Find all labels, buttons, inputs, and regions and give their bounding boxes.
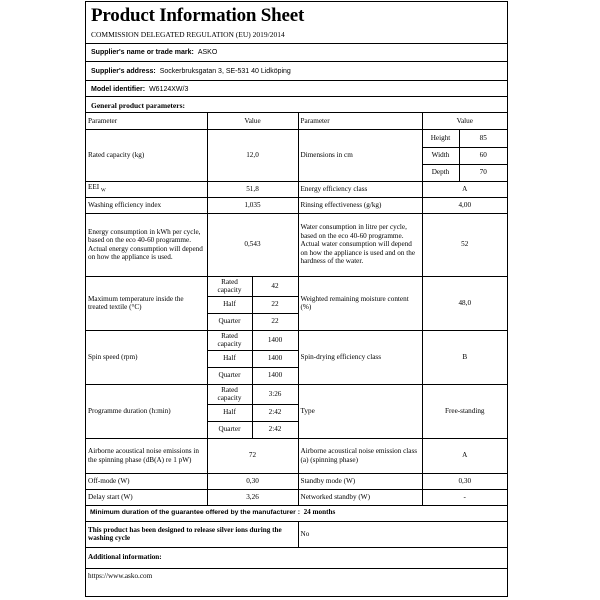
parameters-table xyxy=(86,113,507,584)
width-label: Width xyxy=(422,147,459,164)
load-rated-label: Rated capacity xyxy=(207,330,252,350)
table-row xyxy=(86,473,507,489)
spin-class-label: Spin-drying efficiency class xyxy=(298,330,422,384)
table-row xyxy=(86,438,507,473)
noise-label: Airborne acoustical noise emissions in the spinning phase (dB(A) re 1 pW) xyxy=(86,438,207,473)
energy-consumption-value: 0,543 xyxy=(207,213,298,276)
noise-class-label: Airborne acoustical noise emission class (a) (spinning phase) xyxy=(298,438,422,473)
rinsing-value: 4,00 xyxy=(422,197,507,213)
address-label: Supplier's address: xyxy=(91,68,156,75)
moisture-value: 48,0 xyxy=(422,276,507,330)
website-link[interactable]: https://www.asko.com xyxy=(86,568,507,584)
general-parameters-heading: General product parameters: xyxy=(91,101,186,110)
duration-quarter: 2:42 xyxy=(252,421,298,438)
load-quarter-label: Quarter xyxy=(207,367,252,384)
spin-speed-half: 1400 xyxy=(252,350,298,367)
rinsing-label: Rinsing effectiveness (g/kg) xyxy=(298,197,422,213)
column-header-value: Value xyxy=(207,113,298,129)
header-band xyxy=(86,2,507,44)
max-temp-quarter: 22 xyxy=(252,313,298,330)
load-quarter-label: Quarter xyxy=(207,421,252,438)
spin-speed-rated: 1400 xyxy=(252,330,298,350)
capacity-label: Rated capacity (kg) xyxy=(86,129,207,181)
networked-standby-label: Networked standby (W) xyxy=(298,489,422,505)
table-row xyxy=(86,197,507,213)
dimensions-label: Dimensions in cm xyxy=(298,129,422,181)
guarantee-statement xyxy=(86,505,507,521)
address-row xyxy=(86,62,507,81)
water-consumption-label: Water consumption in litre per cycle, based on the eco 40-60 programme. Actual water consumption will depend on how the appliance is used and on the hardness of the water. xyxy=(298,213,422,276)
load-quarter-label: Quarter xyxy=(207,313,252,330)
page-title: Product Information Sheet xyxy=(91,5,305,26)
table-row xyxy=(86,213,507,276)
spin-speed-quarter: 1400 xyxy=(252,367,298,384)
type-value: Free-standing xyxy=(422,384,507,438)
max-temp-label: Maximum temperature inside the treated textile (°C) xyxy=(86,276,207,330)
address-value: Sockerbruksgatan 3, SE-531 40 Lidköping xyxy=(159,68,291,75)
max-temp-rated: 42 xyxy=(252,276,298,296)
washing-index-label: Washing efficiency index xyxy=(86,197,207,213)
table-row xyxy=(86,489,507,505)
moisture-label: Weighted remaining moisture content (%) xyxy=(298,276,422,330)
column-header-value: Value xyxy=(422,113,507,129)
spin-speed-label: Spin speed (rpm) xyxy=(86,330,207,384)
max-temp-half: 22 xyxy=(252,296,298,313)
energy-consumption-label: Energy consumption in kWh per cycle, based on the eco 40-60 programme. Actual energy consumption will depend on how the appliance is used. xyxy=(86,213,207,276)
additional-info-heading: Additional information: xyxy=(86,547,507,568)
silver-ions-value: No xyxy=(298,521,507,547)
supplier-value: ASKO xyxy=(197,49,218,56)
silver-ions-label: This product has been designed to release silver ions during the washing cycle xyxy=(86,521,298,547)
supplier-row xyxy=(86,44,507,62)
standby-label: Standby mode (W) xyxy=(298,473,422,489)
column-header-parameter: Parameter xyxy=(86,113,207,129)
off-mode-value: 0,30 xyxy=(207,473,298,489)
regulation-reference: COMMISSION DELEGATED REGULATION (EU) 2019/2014 xyxy=(91,30,285,39)
width-value: 60 xyxy=(459,147,507,164)
networked-standby-value: - xyxy=(422,489,507,505)
depth-value: 70 xyxy=(459,164,507,181)
model-row xyxy=(86,81,507,97)
water-consumption-value: 52 xyxy=(422,213,507,276)
table-row xyxy=(86,384,507,404)
depth-label: Depth xyxy=(422,164,459,181)
additional-info-row xyxy=(86,547,507,568)
load-half-label: Half xyxy=(207,404,252,421)
duration-rated: 3:26 xyxy=(252,384,298,404)
guarantee-value: 24 months xyxy=(303,508,336,517)
delay-start-value: 3,26 xyxy=(207,489,298,505)
height-label: Height xyxy=(422,129,459,147)
standby-value: 0,30 xyxy=(422,473,507,489)
duration-half: 2:42 xyxy=(252,404,298,421)
noise-value: 72 xyxy=(207,438,298,473)
model-label: Model identifier: xyxy=(91,86,146,93)
energy-class-value: A xyxy=(422,181,507,197)
model-value: W6124XW/3 xyxy=(149,86,189,93)
delay-start-label: Delay start (W) xyxy=(86,489,207,505)
guarantee-row xyxy=(86,505,507,521)
load-half-label: Half xyxy=(207,296,252,313)
column-header-parameter: Parameter xyxy=(298,113,422,129)
off-mode-label: Off-mode (W) xyxy=(86,473,207,489)
load-half-label: Half xyxy=(207,350,252,367)
load-rated-label: Rated capacity xyxy=(207,276,252,296)
load-rated-label: Rated capacity xyxy=(207,384,252,404)
capacity-value: 12,0 xyxy=(207,129,298,181)
silver-ions-row xyxy=(86,521,507,547)
duration-label: Programme duration (h:min) xyxy=(86,384,207,438)
eei-subscript: W xyxy=(100,188,106,194)
type-label: Type xyxy=(298,384,422,438)
supplier-label: Supplier's name or trade mark: xyxy=(91,49,194,56)
general-parameters-row xyxy=(86,97,507,113)
product-information-sheet xyxy=(85,1,508,597)
table-row xyxy=(86,129,507,147)
noise-class-value: A xyxy=(422,438,507,473)
table-row xyxy=(86,181,507,197)
spin-class-value: B xyxy=(422,330,507,384)
energy-class-label: Energy efficiency class xyxy=(298,181,422,197)
table-row xyxy=(86,330,507,350)
height-value: 85 xyxy=(459,129,507,147)
eei-label: EEI $_W$ xyxy=(86,181,207,197)
url-row xyxy=(86,568,507,584)
washing-index-value: 1,035 xyxy=(207,197,298,213)
table-header-row xyxy=(86,113,507,129)
table-row xyxy=(86,276,507,296)
eei-value: 51,8 xyxy=(207,181,298,197)
guarantee-label: Minimum duration of the guarantee offered by the manufacturer : xyxy=(90,509,300,517)
